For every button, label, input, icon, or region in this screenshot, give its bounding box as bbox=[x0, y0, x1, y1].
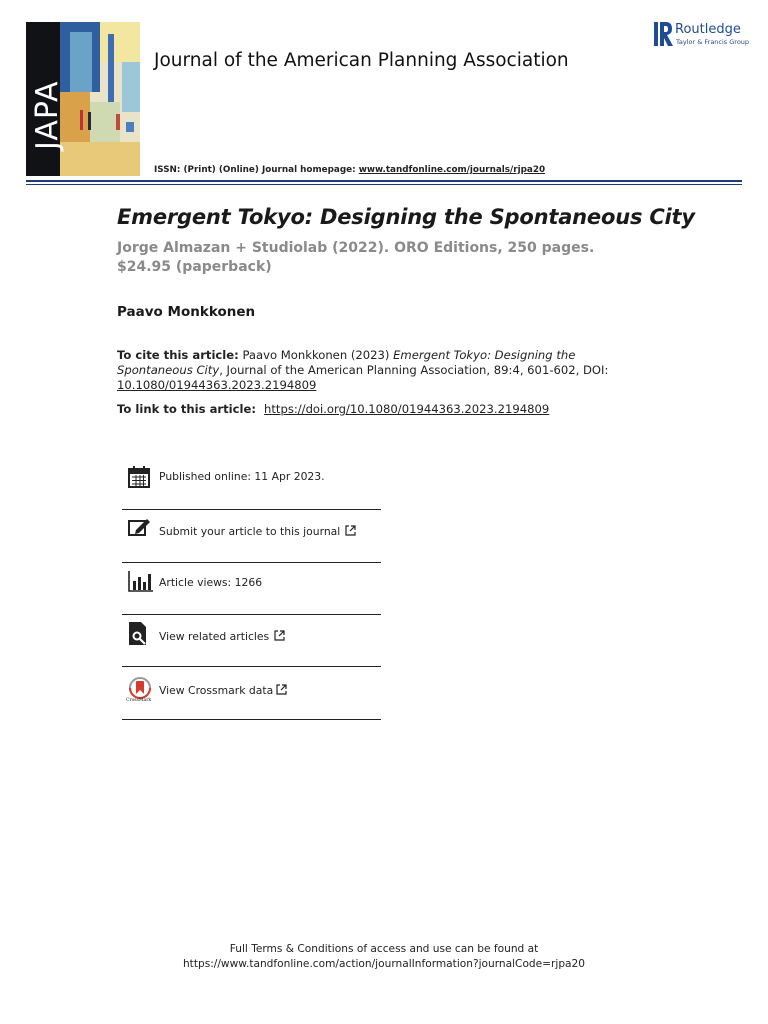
footer-terms bbox=[0, 942, 768, 972]
article-doi-link[interactable]: https://doi.org/10.1080/01944363.2023.2194809 bbox=[264, 402, 550, 416]
calendar-icon bbox=[128, 465, 150, 489]
published-online-text: Published online: 11 Apr 2023. bbox=[159, 470, 325, 483]
submit-article-row[interactable] bbox=[122, 516, 381, 546]
link-label: To link to this article: bbox=[117, 402, 261, 416]
crossmark-row[interactable] bbox=[122, 674, 381, 708]
document-search-icon bbox=[128, 621, 150, 647]
external-link-icon bbox=[345, 525, 356, 536]
publisher-name: Routledge bbox=[675, 22, 741, 37]
cover-title: JAPA bbox=[30, 80, 65, 150]
publisher-subtitle: Taylor & Francis Group bbox=[676, 38, 750, 46]
related-articles-row[interactable] bbox=[122, 620, 381, 652]
cover-artwork bbox=[60, 22, 140, 176]
citation-block bbox=[117, 348, 617, 393]
journal-homepage-link[interactable]: www.tandfonline.com/journals/rjpa20 bbox=[358, 165, 546, 175]
submit-article-label: Submit your article to this journal bbox=[159, 525, 341, 538]
header-rule-thin bbox=[26, 184, 742, 185]
edit-icon bbox=[128, 517, 152, 539]
crossmark-link[interactable] bbox=[159, 684, 287, 697]
article-views-text: Article views: 1266 bbox=[159, 576, 263, 589]
related-articles-label: View related articles bbox=[159, 630, 270, 643]
cite-doi-link[interactable]: 10.1080/01944363.2023.2194809 bbox=[117, 378, 317, 392]
submit-article-link[interactable] bbox=[159, 525, 356, 538]
book-info: Jorge Almazan + Studiolab (2022). ORO Editions, 250 pages. $24.95 (paperback) bbox=[117, 240, 595, 275]
journal-title: Journal of the American Planning Association bbox=[154, 50, 569, 71]
cite-rest: , Journal of the American Planning Association, 89:4, 601-602, DOI: bbox=[219, 363, 609, 377]
cite-author-year: Paavo Monkkonen (2023) bbox=[238, 348, 394, 362]
divider bbox=[122, 719, 381, 720]
divider bbox=[122, 509, 381, 510]
external-link-icon bbox=[276, 684, 287, 695]
divider bbox=[122, 666, 381, 667]
link-block bbox=[117, 402, 549, 416]
divider bbox=[122, 614, 381, 615]
article-title: Emergent Tokyo: Designing the Spontaneous City bbox=[117, 205, 695, 229]
header-rule bbox=[26, 180, 742, 182]
article-author: Paavo Monkkonen bbox=[117, 304, 256, 320]
bar-chart-icon bbox=[128, 570, 154, 592]
footer-line-1: Full Terms & Conditions of access and use can be found at bbox=[229, 943, 539, 955]
cite-label: To cite this article: bbox=[117, 348, 239, 362]
external-link-icon bbox=[274, 630, 285, 641]
related-articles-link[interactable] bbox=[159, 630, 285, 643]
article-views-row bbox=[122, 568, 381, 598]
cite-title: Emergent Tokyo: Designing the Spontaneous City bbox=[117, 348, 576, 377]
issn-text: ISSN: (Print) (Online) Journal homepage: bbox=[154, 165, 359, 175]
issn-line bbox=[154, 165, 545, 175]
journal-cover-image bbox=[26, 22, 140, 176]
footer-terms-link[interactable]: https://www.tandfonline.com/action/journalInformation?journalCode=rjpa20 bbox=[182, 958, 586, 970]
crossmark-logo-text: CrossMark bbox=[126, 698, 152, 703]
crossmark-label: View Crossmark data bbox=[159, 684, 274, 697]
divider bbox=[122, 562, 381, 563]
published-online-row bbox=[122, 464, 381, 492]
